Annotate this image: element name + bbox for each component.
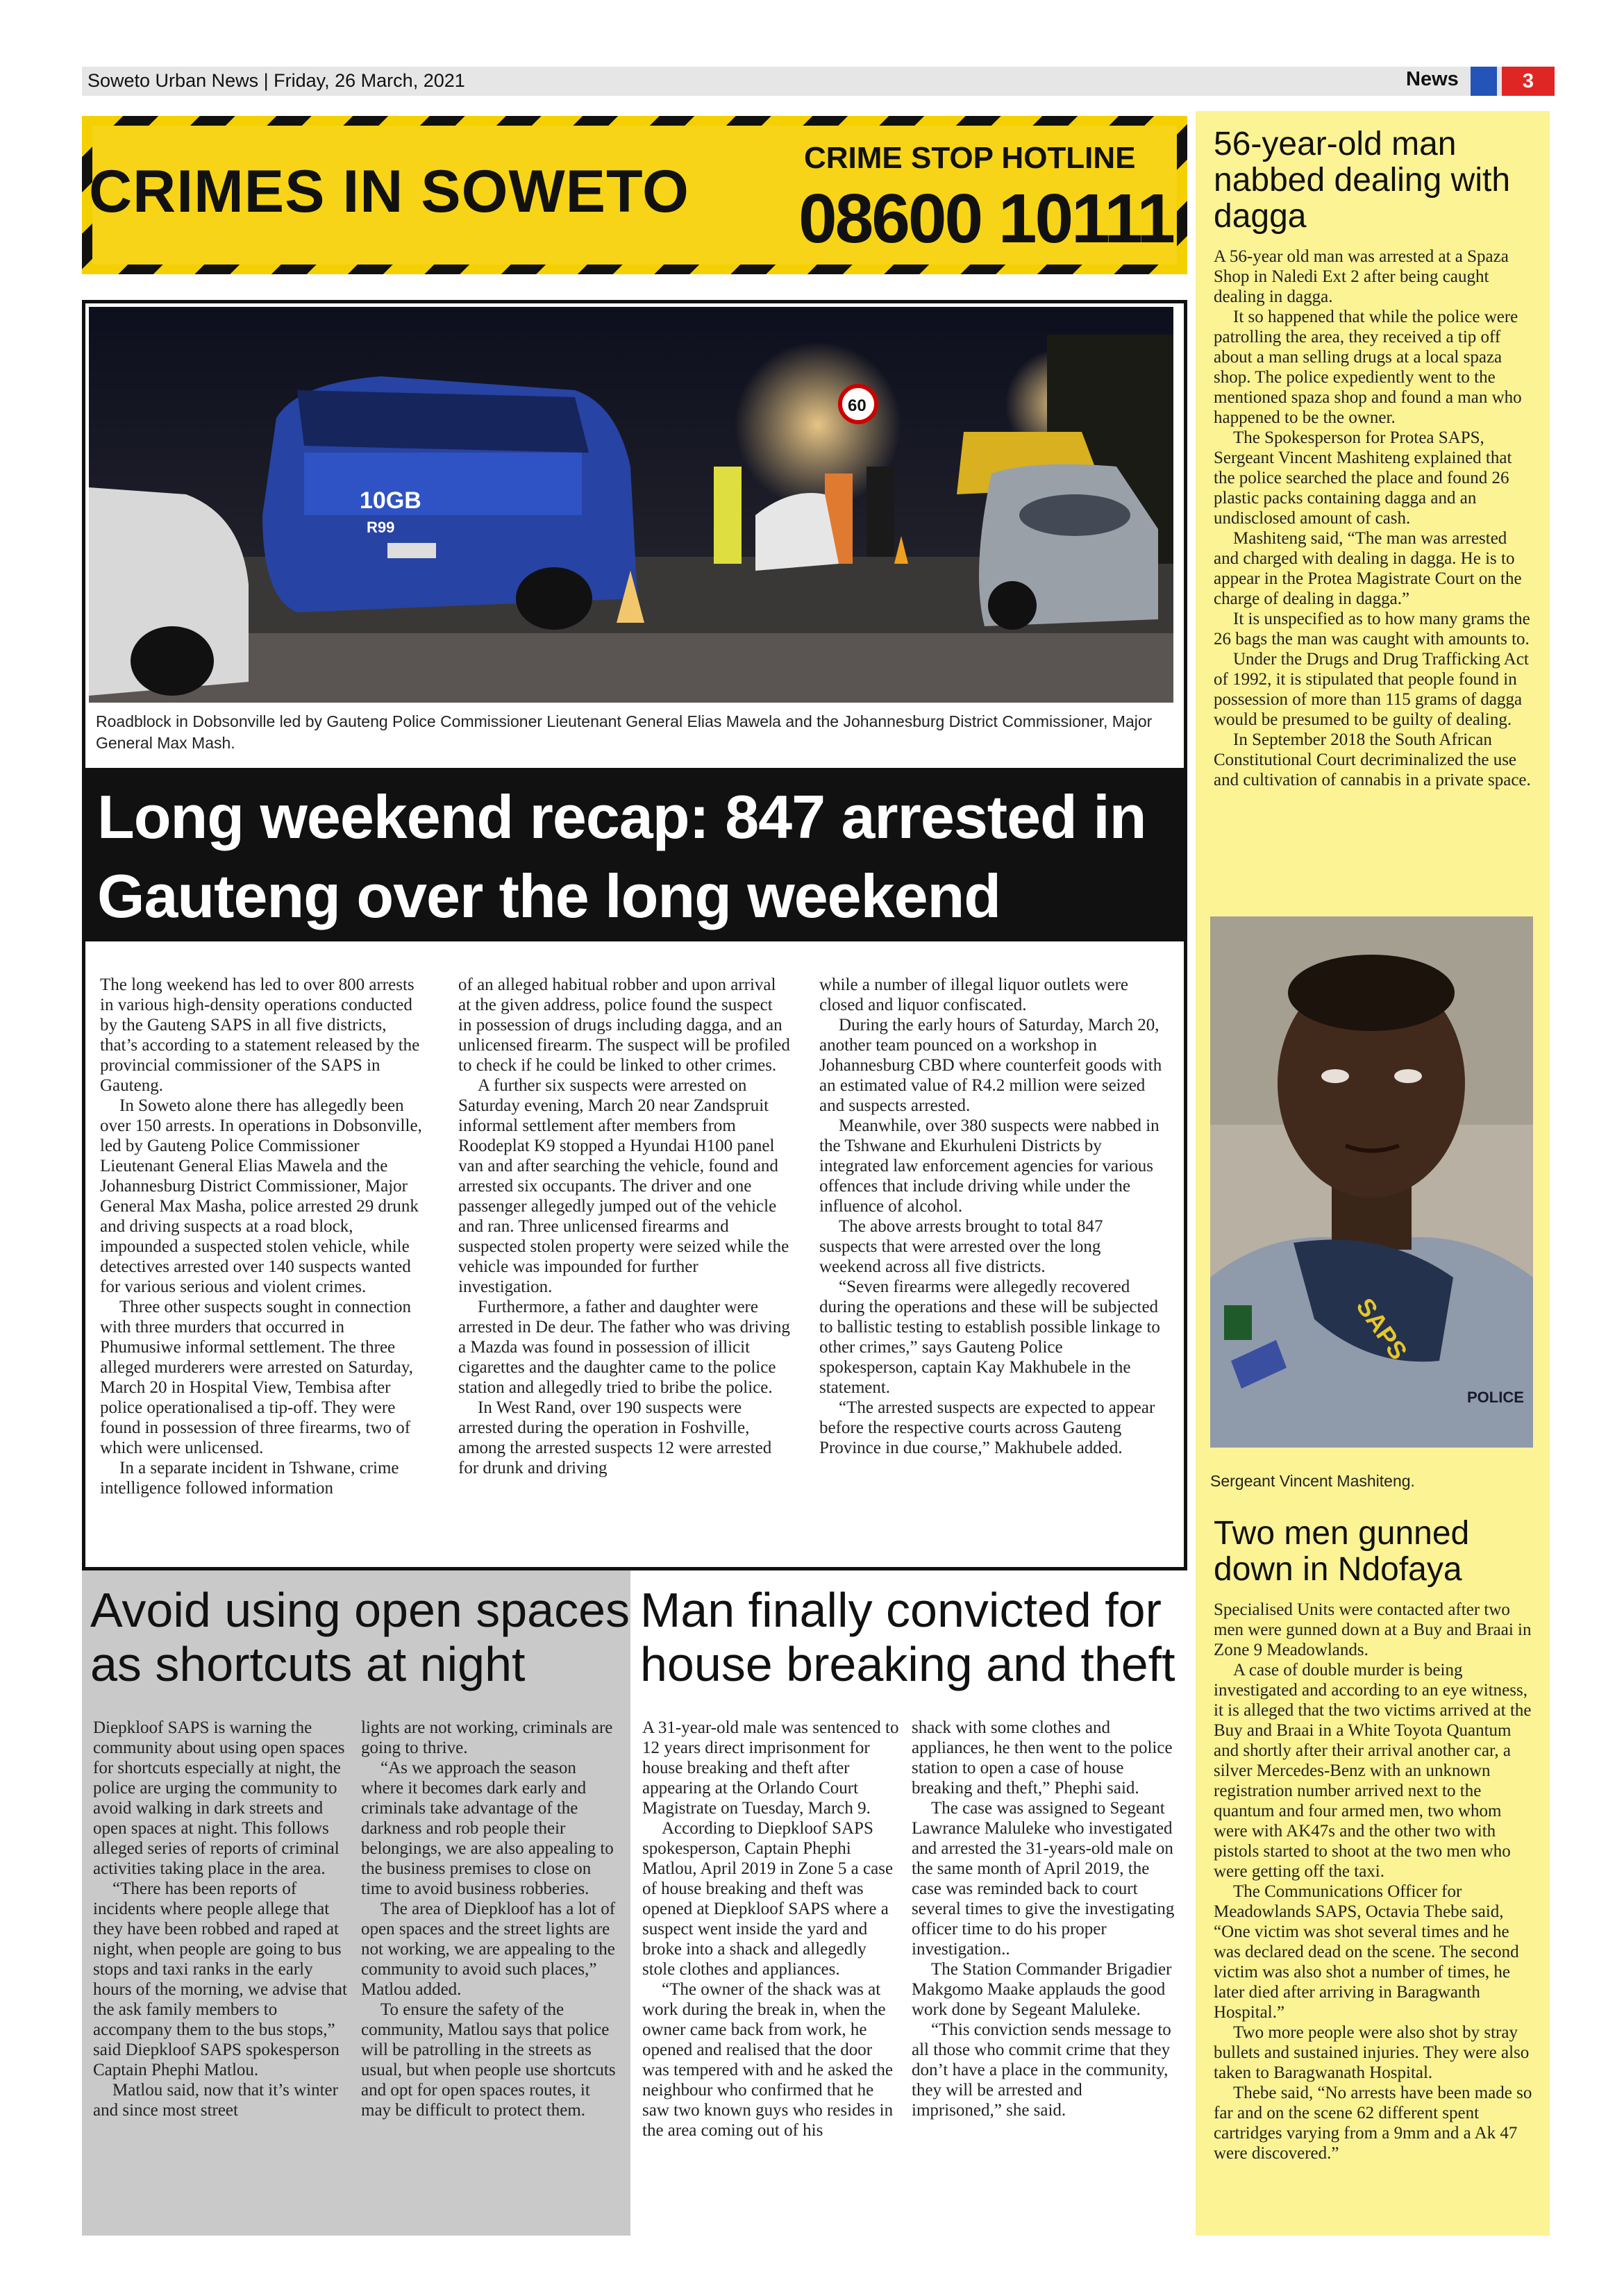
paragraph: shack with some clothes and appliances, he then went to the police station to open a case of house breaking and theft,” Phephi said. xyxy=(912,1718,1173,1798)
main-story-column-1 xyxy=(100,975,426,1498)
paragraph: A case of double murder is being investigated and according to an eye witness, it is alleged that the two victims arrived at the Buy and Braai in a White Toyota Quantum and shortly after their arrival another car, a silver Mercedes-Benz with an unknown registration number arrived next to the quantum and four armed men, two whom were with AK47s and the other two with pistols started to shoot at the two men who were getting off the taxi. xyxy=(1214,1661,1532,1881)
paragraph: Meanwhile, over 380 suspects were nabbed in the Tshwane and Ekurhuleni Districts by integrated law enforcement agencies for various offences that include driving while under the influence of alcohol. xyxy=(819,1116,1160,1216)
paragraph: Furthermore, a father and daughter were arrested in De deur. The father who was driving a Mazda was found in possession of illicit cigarettes and the daughter came to the police station and allegedly tried to bribe the police. xyxy=(458,1298,790,1397)
paragraph: Thebe said, “No arrests have been made so far and on the scene 62 different spent cartridges varying from a 9mm and a Ak 47 were discovered.” xyxy=(1214,2084,1532,2163)
sidebar-headline-2: Two men gunned down in Ndofaya xyxy=(1214,1515,1470,1588)
paragraph: The Station Commander Brigadier Makgomo Maake applauds the good work done by Segeant Maluleke. xyxy=(912,1960,1172,2019)
speed-sign: 60 xyxy=(848,396,867,415)
roadblock-photo xyxy=(89,307,1173,703)
paragraph: “As we approach the season where it becomes dark early and criminals take advantage of the darkness and rob people their belongings, we are also appealing to the business premises to close on time to avoid business robberies. xyxy=(361,1759,614,1898)
paragraph: In September 2018 the South African Constitutional Court decriminalized the use and cultivation of cannabis in a private space. xyxy=(1214,730,1531,789)
main-story-column-3 xyxy=(819,975,1164,1458)
page-number: 3 xyxy=(1502,67,1555,96)
paragraph: Specialised Units were contacted after two men were gunned down at a Buy and Braai in Zone 9 Meadowlands. xyxy=(1214,1600,1532,1659)
paragraph: It so happened that while the police were patrolling the area, they received a tip off about a man selling drugs at a local spaza shop. The police expediently went to the mentioned spaza shop and found a man who happened to be the owner. xyxy=(1214,308,1522,427)
bottom-story-2-column-1 xyxy=(642,1718,899,2140)
paragraph: “The arrested suspects are expected to appear before the respective courts across Gauteng Province in due course,” Makhubele added. xyxy=(819,1398,1155,1457)
paragraph: A further six suspects were arrested on Saturday evening, March 20 near Zandspruit informal settlement after members from Roodeplat K9 stopped a Hyundai H100 panel van and after searching the vehicle, found and arrested six occupants. The driver and one passenger allegedly jumped out of the vehicle and ran. Three unlicensed firearms and suspected stolen property were seized while the vehicle was impounded for further investigation. xyxy=(458,1076,789,1296)
paragraph: “The owner of the shack was at work during the break in, when the owner came back from work, he opened and realised that the door was tempered with and he asked the neighbour who confirmed that he saw two known guys who resides in the area coming out of his xyxy=(642,1980,894,2140)
roadblock-photo-caption: Roadblock in Dobsonville led by Gauteng Police Commissioner Lieutenant General Elias Mawela and the Johannesburg District Commissioner, Major General Max Mash. xyxy=(96,712,1153,752)
paragraph: Mashiteng said, “The man was arrested and charged with dealing in dagga. He is to appear in the Protea Magistrate Court on the charge of dealing in dagga.” xyxy=(1214,529,1522,608)
paragraph: The Spokesperson for Protea SAPS, Sergeant Vincent Mashiteng explained that the police searched the place and found 26 plastic packs containing dagga and an undisclosed amount of cash. xyxy=(1214,428,1512,528)
paragraph: of an alleged habitual robber and upon arrival at the given address, police found the suspect in possession of drugs including dagga, and an unlicensed firearm. The suspect will be profiled to check if he could be linked to other crimes. xyxy=(458,975,790,1075)
sidebar-story-1-body xyxy=(1214,246,1534,790)
paragraph: The case was assigned to Segeant Lawrance Maluleke who investigated and arrested the 31-years-old male on the same month of April 2019, the case was reminded back to court several times to give the investigating officer time to do his proper investigation.. xyxy=(912,1799,1175,1959)
paragraph: In Soweto alone there has allegedly been over 150 arrests. In operations in Dobsonville, led by Gauteng Police Commissioner Lieutenant General Elias Mawela and the Johannesburg District Commissioner, Major General Max Masha, police arrested 29 drunk and driving suspects at a road block, impounded a suspected stolen vehicle, while detectives arrested over 140 suspects wanted for various serious and violent crimes. xyxy=(100,1096,422,1296)
paragraph: “Seven firearms were allegedly recovered during the operations and these will be subjected to ballistic testing to establish possible linkage to other crimes,” says Gauteng Police spokesperson, captain Kay Makhubele in the statement. xyxy=(819,1277,1160,1397)
taxi-ad-price: R99 xyxy=(367,519,395,536)
bottom-headline-2: Man finally convicted for house breaking and theft xyxy=(640,1583,1175,1691)
hotline-label: CRIME STOP HOTLINE xyxy=(804,141,1136,175)
bottom-headline-1: Avoid using open spaces as shortcuts at night xyxy=(90,1583,630,1691)
paragraph: The above arrests brought to total 847 suspects that were arrested over the long weekend across all five districts. xyxy=(819,1217,1103,1276)
section-color-block xyxy=(1471,67,1497,96)
paragraph: In West Rand, over 190 suspects were arrested during the operation in Foshville, among the arrested suspects 12 were arrested for drunk and driving xyxy=(458,1398,772,1477)
main-headline: Long weekend recap: 847 arrested in Gauteng over the long weekend xyxy=(97,782,1146,930)
paragraph: The Communications Officer for Meadowlands SAPS, Octavia Thebe said, “One victim was shot several times and he was declared dead on the scene. The second victim was also shot a number of times, he later died after arriving in Baragwanth Hospital.” xyxy=(1214,1882,1519,2022)
paragraph: According to Diepkloof SAPS spokesperson, Captain Phephi Matlou, April 2019 in Zone 5 a case of house breaking and theft was opened at Diepkloof SAPS where a suspect went inside the yard and broke into a shack and allegedly stole clothes and appliances. xyxy=(642,1819,894,1979)
paragraph: The area of Diepkloof has a lot of open spaces and the street lights are not working, we are appealing to the community to avoid such places,” Matlou added. xyxy=(361,1900,616,1999)
paragraph: It is unspecified as to how many grams the 26 bags the man was caught with amounts to. xyxy=(1214,610,1530,648)
police-badge-text: POLICE xyxy=(1467,1389,1524,1406)
paragraph: lights are not working, criminals are going to thrive. xyxy=(361,1718,613,1757)
paragraph: A 31-year-old male was sentenced to 12 years direct imprisonment for house breaking and theft after appearing at the Orlando Court Magistrate on Tuesday, March 9. xyxy=(642,1718,899,1818)
sidebar-headline-1: 56-year-old man nabbed dealing with dagga xyxy=(1214,126,1511,235)
publication-line: Soweto Urban News | Friday, 26 March, 2021 xyxy=(87,70,465,91)
section-label: News xyxy=(1406,68,1459,90)
portrait-caption: Sergeant Vincent Mashiteng. xyxy=(1210,1472,1415,1490)
main-story-column-2 xyxy=(458,975,790,1478)
paragraph: while a number of illegal liquor outlets were closed and liquor confiscated. xyxy=(819,975,1129,1014)
paragraph: “This conviction sends message to all those who commit crime that they don’t have a place in the community, they will be arrested and imprisoned,” she said. xyxy=(912,2020,1171,2120)
paragraph: A 56-year old man was arrested at a Spaza Shop in Naledi Ext 2 after being caught dealing in dagga. xyxy=(1214,247,1509,306)
paragraph: Three other suspects sought in connection with three murders that occurred in Phumusiwe informal settlement. The three alleged murderers were arrested on Saturday, March 20 in Hospital View, Tembisa after police operationalised a tip-off. They were found in possession of three firearms, two of which were unlicensed. xyxy=(100,1298,413,1457)
bottom-story-1-column-1 xyxy=(93,1718,347,2120)
banner-title: CRIMES IN SOWETO xyxy=(89,158,689,225)
mask-saps-text: SAPS xyxy=(1350,1292,1414,1365)
sergeant-portrait-photo xyxy=(1210,916,1533,1448)
taxi-ad-10gb: 10GB xyxy=(360,487,421,514)
paragraph: Two more people were also shot by stray bullets and sustained injuries. They were also taken to Baragwanath Hospital. xyxy=(1214,2023,1530,2082)
paragraph: “There has been reports of incidents where people allege that they have been robbed and raped at night, when people are going to bus stops and taxi ranks in the early hours of the morning, we advise that the ask family members to accompany them to the bus stops,” said Diepkloof SAPS spokesperson Captain Phephi Matlou. xyxy=(93,1879,347,2079)
paragraph: During the early hours of Saturday, March 20, another team pounced on a workshop in Johannesburg CBD where counterfeit goods with an estimated value of R4.2 million were seized and suspects arrested. xyxy=(819,1016,1162,1115)
paragraph: Diepkloof SAPS is warning the community about using open spaces for shortcuts especially at night, the police are urging the community to avoid walking in dark streets and open spaces at night. This follows alleged series of reports of criminal activities taking place in the area. xyxy=(93,1718,345,1878)
hotline-number: 08600 10111 xyxy=(798,180,1173,258)
paragraph: In a separate incident in Tshwane, crime intelligence followed information xyxy=(100,1459,399,1498)
paragraph: The long weekend has led to over 800 arrests in various high-density operations conducted by the Gauteng SAPS in all five districts, that’s according to a statement released by the provincial commissioner of the SAPS in Gauteng. xyxy=(100,975,420,1095)
paragraph: Matlou said, now that it’s winter and since most street xyxy=(93,2081,338,2120)
paragraph: Under the Drugs and Drug Trafficking Act of 1992, it is stipulated that people found in possession of more than 115 grams of dagga would be presumed to be guilty of dealing. xyxy=(1214,650,1529,729)
bottom-story-2-column-2 xyxy=(912,1718,1175,2120)
sergeant-portrait-illustration xyxy=(1210,916,1533,1448)
sidebar-story-2-body xyxy=(1214,1600,1534,2163)
roadblock-photo-illustration xyxy=(89,307,1173,703)
paragraph: To ensure the safety of the community, Matlou says that police will be patrolling in the streets as usual, but when people use shortcuts and opt for open spaces routes, it may be difficult to protect them. xyxy=(361,2000,616,2120)
bottom-story-1-column-2 xyxy=(361,1718,619,2120)
